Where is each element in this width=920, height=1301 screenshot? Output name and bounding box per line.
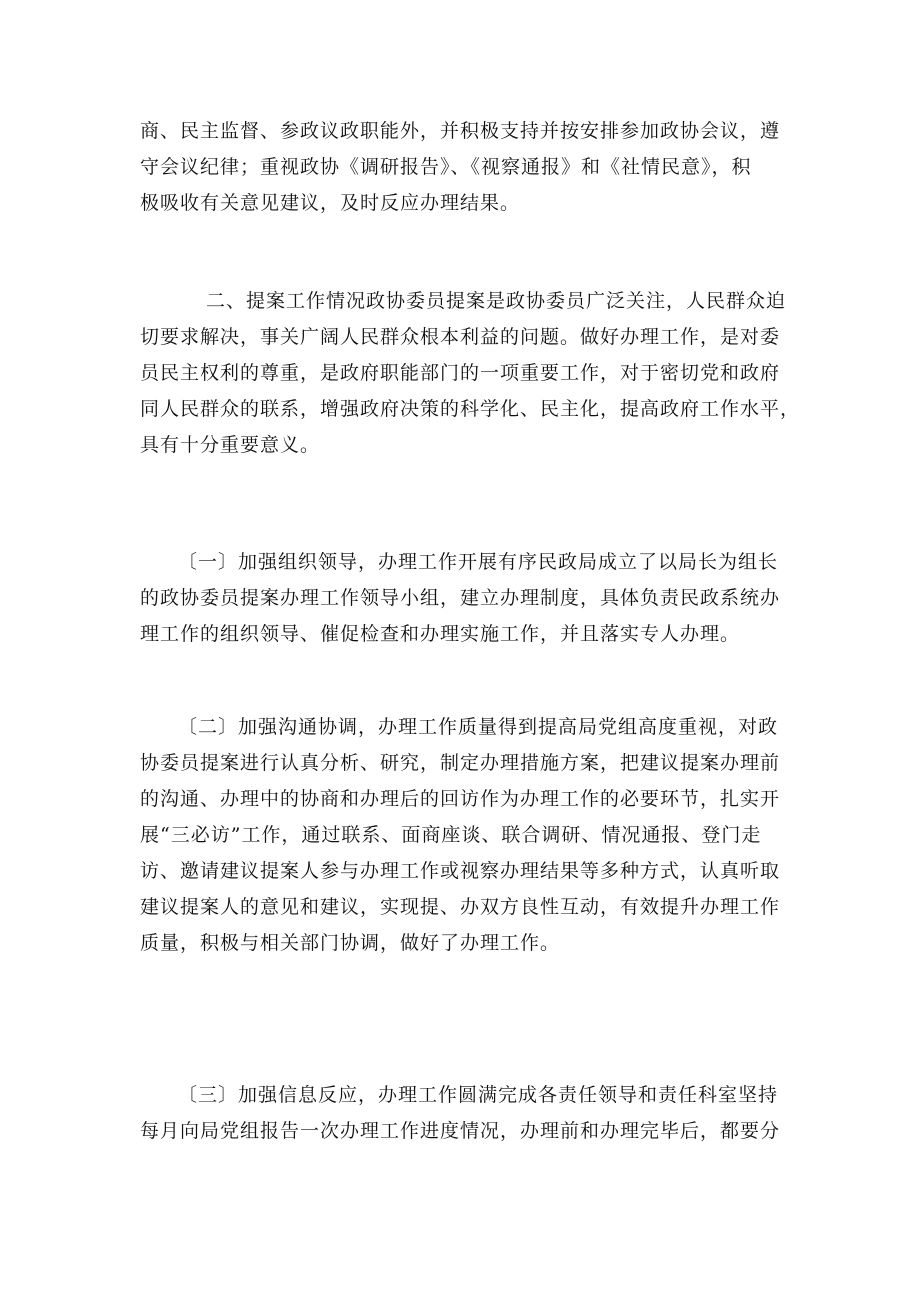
text-line: 每月向局党组报告一次办理工作进度情况，办理前和办理完毕后，都要分 <box>140 1120 781 1142</box>
paragraph-item-one <box>140 544 788 652</box>
text-line: 建议提案人的意见和建议，实现提、办双方良性互动，有效提升办理工作 <box>140 896 781 918</box>
text-line: 商、民主监督、参政议政职能外，并积极支持并按安排参加政协会议，遵 <box>140 120 781 142</box>
text-line: 守会议纪律；重视政协《调研报告》、《视察通报》和《社情民意》，积 <box>140 156 752 178</box>
text-line: 具有十分重要意义。 <box>140 434 321 456</box>
text-line: 展“三必访”工作，通过联系、面商座谈、联合调研、情况通报、登门走 <box>140 824 762 846</box>
text-line: 协委员提案进行认真分析、研究，制定办理措施方案，把建议提案办理前 <box>140 752 781 774</box>
text-line: 〔一〕加强组织领导，办理工作开展有序民政局成立了以局长为组长 <box>178 551 779 573</box>
text-line: 极吸收有关意见建议，及时反应办理结果。 <box>140 192 521 214</box>
paragraph-section-two <box>140 283 801 463</box>
text-line: 理工作的组织领导、催促检查和办理实施工作，并且落实专人办理。 <box>140 623 741 645</box>
text-line: 〔三〕加强信息反应，办理工作圆满完成各责任领导和责任科室坚持 <box>178 1084 779 1106</box>
text-line: 的政协委员提案办理工作领导小组，建立办理制度，具体负责民政系统办 <box>140 587 781 609</box>
text-line: 质量，积极与相关部门协调，做好了办理工作。 <box>140 932 561 954</box>
paragraph-item-three <box>140 1077 788 1149</box>
paragraph-item-two <box>140 709 788 961</box>
text-line: 〔二〕加强沟通协调，办理工作质量得到提高局党组高度重视，对政 <box>178 716 779 738</box>
text-line: 切要求解决，事关广阔人民群众根本利益的问题。做好办理工作，是对委 <box>140 326 781 348</box>
text-line: 的沟通、办理中的协商和办理后的回访作为办理工作的必要环节，扎实开 <box>140 788 781 810</box>
text-line: 员民主权利的尊重，是政府职能部门的一项重要工作，对于密切党和政府 <box>140 362 781 384</box>
text-line: 二、提案工作情况政协委员提案是政协委员广泛关注，人民群众迫 <box>206 290 787 312</box>
text-line: 访、邀请建议提案人参与办理工作或视察办理结果等多种方式，认真听取 <box>140 860 781 882</box>
paragraph-continuation <box>140 113 788 221</box>
text-line: 同人民群众的联系，增强政府决策的科学化、民主化，提高政府工作水平， <box>140 398 801 420</box>
